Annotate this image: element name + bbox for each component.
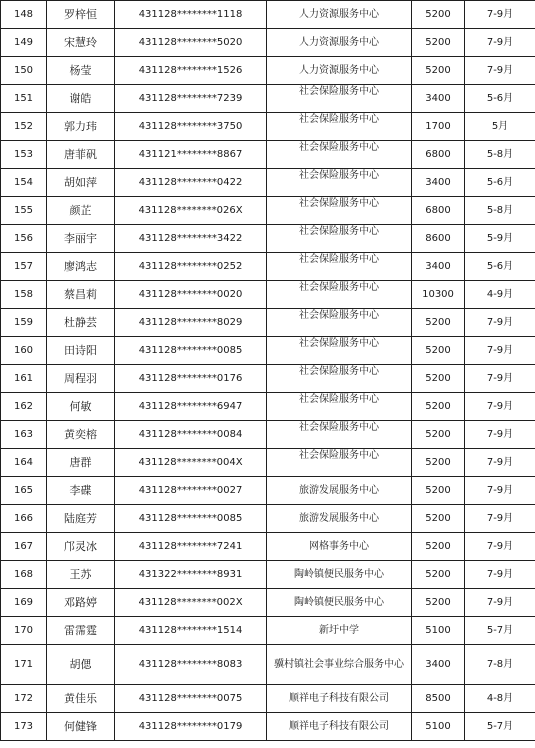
cell-period: 5-6月 bbox=[465, 169, 535, 197]
cell-serial-number: 149 bbox=[1, 29, 47, 57]
cell-period: 7-9月 bbox=[465, 393, 535, 421]
cell-amount: 5200 bbox=[412, 393, 465, 421]
table-row bbox=[1, 1, 535, 29]
cell-department: 人力资源服务中心 bbox=[267, 57, 412, 85]
cell-id-number: 431128********1118 bbox=[115, 1, 267, 29]
table-row bbox=[1, 337, 535, 365]
cell-period: 5-9月 bbox=[465, 225, 535, 253]
cell-serial-number: 150 bbox=[1, 57, 47, 85]
cell-serial-number: 168 bbox=[1, 561, 47, 589]
cell-amount: 5200 bbox=[412, 309, 465, 337]
cell-name: 廖鸿志 bbox=[47, 253, 115, 281]
cell-name: 陆庭芳 bbox=[47, 505, 115, 533]
cell-id-number: 431128********004X bbox=[115, 449, 267, 477]
table-body bbox=[1, 1, 535, 741]
table-row bbox=[1, 309, 535, 337]
table-row bbox=[1, 113, 535, 141]
cell-amount: 1700 bbox=[412, 113, 465, 141]
cell-amount: 3400 bbox=[412, 253, 465, 281]
cell-serial-number: 151 bbox=[1, 85, 47, 113]
cell-department: 社会保险服务中心 bbox=[267, 113, 412, 141]
cell-amount: 3400 bbox=[412, 169, 465, 197]
cell-id-number: 431128********0084 bbox=[115, 421, 267, 449]
cell-name: 胡偲 bbox=[47, 645, 115, 685]
cell-department: 社会保险服务中心 bbox=[267, 449, 412, 477]
cell-name: 宋慧玲 bbox=[47, 29, 115, 57]
table-row bbox=[1, 477, 535, 505]
cell-id-number: 431128********7239 bbox=[115, 85, 267, 113]
cell-amount: 8500 bbox=[412, 685, 465, 713]
table-row bbox=[1, 253, 535, 281]
cell-id-number: 431128********0252 bbox=[115, 253, 267, 281]
cell-name: 田诗阳 bbox=[47, 337, 115, 365]
cell-period: 7-9月 bbox=[465, 561, 535, 589]
cell-serial-number: 157 bbox=[1, 253, 47, 281]
cell-period: 7-9月 bbox=[465, 421, 535, 449]
cell-name: 蔡昌莉 bbox=[47, 281, 115, 309]
cell-department: 社会保险服务中心 bbox=[267, 421, 412, 449]
table-row bbox=[1, 685, 535, 713]
cell-id-number: 431128********0075 bbox=[115, 685, 267, 713]
cell-id-number: 431128********0020 bbox=[115, 281, 267, 309]
cell-id-number: 431128********6947 bbox=[115, 393, 267, 421]
cell-name: 李丽宇 bbox=[47, 225, 115, 253]
cell-department: 骥村镇社会事业综合服务中心 bbox=[267, 645, 412, 685]
cell-department: 旅游发展服务中心 bbox=[267, 505, 412, 533]
cell-amount: 5200 bbox=[412, 589, 465, 617]
cell-serial-number: 155 bbox=[1, 197, 47, 225]
cell-amount: 6800 bbox=[412, 197, 465, 225]
cell-period: 5-8月 bbox=[465, 141, 535, 169]
cell-name: 唐群 bbox=[47, 449, 115, 477]
cell-period: 7-8月 bbox=[465, 645, 535, 685]
cell-period: 5-7月 bbox=[465, 617, 535, 645]
cell-period: 5月 bbox=[465, 113, 535, 141]
cell-department: 社会保险服务中心 bbox=[267, 141, 412, 169]
cell-department: 顺祥电子科技有限公司 bbox=[267, 685, 412, 713]
cell-period: 7-9月 bbox=[465, 365, 535, 393]
table-row bbox=[1, 421, 535, 449]
cell-department: 新圩中学 bbox=[267, 617, 412, 645]
cell-department: 社会保险服务中心 bbox=[267, 197, 412, 225]
cell-department: 人力资源服务中心 bbox=[267, 29, 412, 57]
cell-serial-number: 167 bbox=[1, 533, 47, 561]
cell-department: 人力资源服务中心 bbox=[267, 1, 412, 29]
cell-period: 7-9月 bbox=[465, 477, 535, 505]
cell-department: 陶岭镇便民服务中心 bbox=[267, 589, 412, 617]
cell-amount: 3400 bbox=[412, 645, 465, 685]
cell-department: 社会保险服务中心 bbox=[267, 281, 412, 309]
cell-department: 社会保险服务中心 bbox=[267, 309, 412, 337]
cell-serial-number: 163 bbox=[1, 421, 47, 449]
cell-serial-number: 164 bbox=[1, 449, 47, 477]
table-row bbox=[1, 281, 535, 309]
cell-id-number: 431128********1514 bbox=[115, 617, 267, 645]
cell-period: 7-9月 bbox=[465, 589, 535, 617]
cell-serial-number: 148 bbox=[1, 1, 47, 29]
cell-name: 雷霈霆 bbox=[47, 617, 115, 645]
table-row bbox=[1, 589, 535, 617]
cell-id-number: 431128********8029 bbox=[115, 309, 267, 337]
cell-amount: 5100 bbox=[412, 617, 465, 645]
cell-department: 社会保险服务中心 bbox=[267, 393, 412, 421]
table-row bbox=[1, 169, 535, 197]
cell-name: 黄奕榕 bbox=[47, 421, 115, 449]
cell-id-number: 431128********0179 bbox=[115, 713, 267, 741]
cell-id-number: 431128********0085 bbox=[115, 505, 267, 533]
table-row bbox=[1, 197, 535, 225]
cell-serial-number: 153 bbox=[1, 141, 47, 169]
cell-period: 7-9月 bbox=[465, 29, 535, 57]
cell-period: 7-9月 bbox=[465, 505, 535, 533]
cell-id-number: 431128********0085 bbox=[115, 337, 267, 365]
cell-amount: 5200 bbox=[412, 57, 465, 85]
table-row bbox=[1, 393, 535, 421]
cell-department: 社会保险服务中心 bbox=[267, 365, 412, 393]
table-row bbox=[1, 505, 535, 533]
cell-id-number: 431128********1526 bbox=[115, 57, 267, 85]
cell-id-number: 431121********8867 bbox=[115, 141, 267, 169]
cell-serial-number: 156 bbox=[1, 225, 47, 253]
cell-name: 周程羽 bbox=[47, 365, 115, 393]
cell-name: 郭力玮 bbox=[47, 113, 115, 141]
cell-id-number: 431128********3422 bbox=[115, 225, 267, 253]
cell-name: 邝灵冰 bbox=[47, 533, 115, 561]
cell-name: 李碟 bbox=[47, 477, 115, 505]
cell-name: 颜芷 bbox=[47, 197, 115, 225]
cell-department: 网格事务中心 bbox=[267, 533, 412, 561]
cell-amount: 5200 bbox=[412, 533, 465, 561]
cell-amount: 5200 bbox=[412, 29, 465, 57]
table-row bbox=[1, 29, 535, 57]
cell-period: 7-9月 bbox=[465, 309, 535, 337]
table-row bbox=[1, 713, 535, 741]
cell-serial-number: 159 bbox=[1, 309, 47, 337]
cell-serial-number: 152 bbox=[1, 113, 47, 141]
cell-serial-number: 165 bbox=[1, 477, 47, 505]
cell-name: 何敏 bbox=[47, 393, 115, 421]
cell-amount: 3400 bbox=[412, 85, 465, 113]
table-row bbox=[1, 57, 535, 85]
cell-amount: 5200 bbox=[412, 477, 465, 505]
cell-amount: 5100 bbox=[412, 713, 465, 741]
cell-name: 黄佳乐 bbox=[47, 685, 115, 713]
cell-serial-number: 161 bbox=[1, 365, 47, 393]
cell-period: 7-9月 bbox=[465, 337, 535, 365]
table-row bbox=[1, 141, 535, 169]
cell-name: 王苏 bbox=[47, 561, 115, 589]
cell-department: 社会保险服务中心 bbox=[267, 253, 412, 281]
cell-serial-number: 158 bbox=[1, 281, 47, 309]
cell-id-number: 431128********3750 bbox=[115, 113, 267, 141]
cell-id-number: 431128********5020 bbox=[115, 29, 267, 57]
cell-name: 邓路婷 bbox=[47, 589, 115, 617]
cell-period: 4-8月 bbox=[465, 685, 535, 713]
cell-name: 胡如萍 bbox=[47, 169, 115, 197]
cell-name: 谢皓 bbox=[47, 85, 115, 113]
table-row bbox=[1, 561, 535, 589]
cell-period: 4-9月 bbox=[465, 281, 535, 309]
cell-department: 社会保险服务中心 bbox=[267, 225, 412, 253]
cell-id-number: 431128********0176 bbox=[115, 365, 267, 393]
cell-id-number: 431128********0027 bbox=[115, 477, 267, 505]
cell-amount: 5200 bbox=[412, 449, 465, 477]
cell-id-number: 431128********002X bbox=[115, 589, 267, 617]
cell-department: 顺祥电子科技有限公司 bbox=[267, 713, 412, 741]
cell-period: 7-9月 bbox=[465, 449, 535, 477]
cell-name: 杨莹 bbox=[47, 57, 115, 85]
table-row bbox=[1, 449, 535, 477]
table-row bbox=[1, 617, 535, 645]
cell-id-number: 431128********026X bbox=[115, 197, 267, 225]
cell-id-number: 431322********8931 bbox=[115, 561, 267, 589]
cell-id-number: 431128********0422 bbox=[115, 169, 267, 197]
cell-serial-number: 160 bbox=[1, 337, 47, 365]
cell-period: 5-7月 bbox=[465, 713, 535, 741]
cell-period: 5-8月 bbox=[465, 197, 535, 225]
cell-serial-number: 162 bbox=[1, 393, 47, 421]
cell-name: 唐菲矾 bbox=[47, 141, 115, 169]
cell-period: 5-6月 bbox=[465, 85, 535, 113]
cell-amount: 8600 bbox=[412, 225, 465, 253]
cell-amount: 5200 bbox=[412, 337, 465, 365]
table-row bbox=[1, 645, 535, 685]
cell-department: 陶岭镇便民服务中心 bbox=[267, 561, 412, 589]
table-row bbox=[1, 365, 535, 393]
cell-amount: 5200 bbox=[412, 421, 465, 449]
table-row bbox=[1, 225, 535, 253]
cell-amount: 10300 bbox=[412, 281, 465, 309]
cell-serial-number: 169 bbox=[1, 589, 47, 617]
cell-amount: 5200 bbox=[412, 365, 465, 393]
cell-serial-number: 172 bbox=[1, 685, 47, 713]
cell-amount: 6800 bbox=[412, 141, 465, 169]
cell-period: 7-9月 bbox=[465, 1, 535, 29]
table-row bbox=[1, 533, 535, 561]
cell-period: 7-9月 bbox=[465, 533, 535, 561]
cell-id-number: 431128********7241 bbox=[115, 533, 267, 561]
cell-department: 社会保险服务中心 bbox=[267, 85, 412, 113]
cell-department: 社会保险服务中心 bbox=[267, 169, 412, 197]
cell-name: 杜静芸 bbox=[47, 309, 115, 337]
cell-amount: 5200 bbox=[412, 1, 465, 29]
cell-serial-number: 171 bbox=[1, 645, 47, 685]
cell-department: 社会保险服务中心 bbox=[267, 337, 412, 365]
cell-period: 5-6月 bbox=[465, 253, 535, 281]
cell-period: 7-9月 bbox=[465, 57, 535, 85]
cell-name: 罗梓恒 bbox=[47, 1, 115, 29]
cell-name: 何健锋 bbox=[47, 713, 115, 741]
cell-id-number: 431128********8083 bbox=[115, 645, 267, 685]
cell-amount: 5200 bbox=[412, 561, 465, 589]
cell-serial-number: 166 bbox=[1, 505, 47, 533]
cell-department: 旅游发展服务中心 bbox=[267, 477, 412, 505]
table-row bbox=[1, 85, 535, 113]
cell-amount: 5200 bbox=[412, 505, 465, 533]
cell-serial-number: 170 bbox=[1, 617, 47, 645]
cell-serial-number: 173 bbox=[1, 713, 47, 741]
cell-serial-number: 154 bbox=[1, 169, 47, 197]
